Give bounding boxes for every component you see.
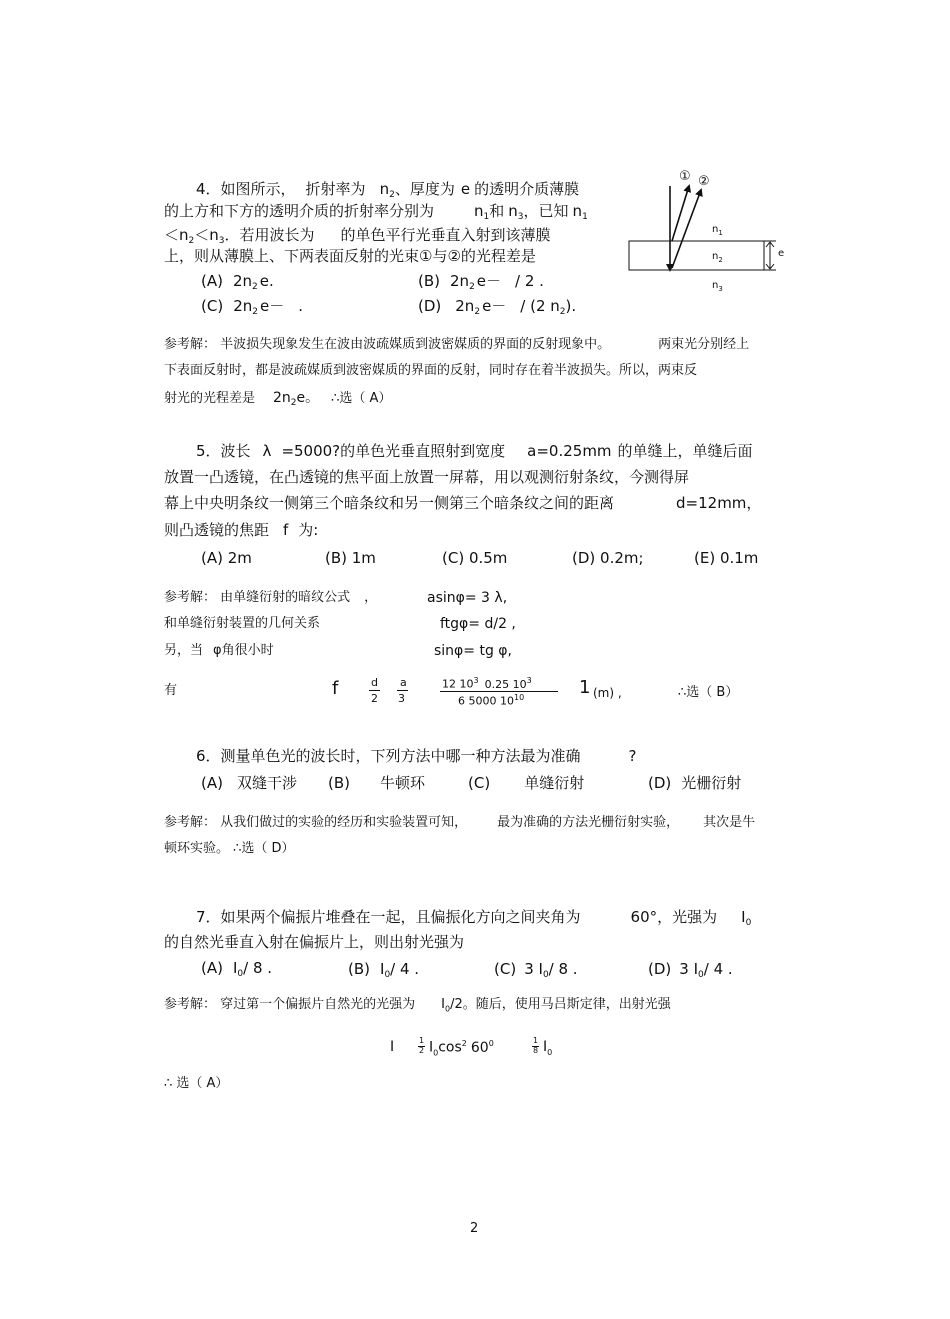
q5-line4 — [164, 523, 318, 538]
option-text: 牛顿环 — [380, 774, 426, 792]
option-text: 2n — [232, 272, 253, 290]
q4-sub: 1 — [582, 212, 588, 222]
eq-text: I — [429, 1039, 434, 1056]
q5-var: d=12mm， — [676, 494, 762, 512]
q4-answer-line2: 下表面反射时，都是波疏媒质到波密媒质的界面的反射，同时存在着半波损失。所以，两束反 — [164, 363, 698, 378]
q5-unit: (m) , — [593, 686, 622, 700]
eq-text: 60 — [470, 1039, 489, 1056]
option-text: I — [380, 960, 385, 978]
q5-text: 幕上中央明条纹一侧第三个暗条纹和另一侧第三个暗条纹之间的距离 — [164, 494, 615, 512]
option-label: (D) — [648, 960, 672, 978]
q6-option-b — [328, 776, 425, 791]
q7-var: I — [741, 908, 746, 926]
q6-answer-line1 — [164, 816, 755, 829]
q4-text: 折射率为 — [305, 180, 366, 198]
answer-text: 两束光分别经上 — [658, 337, 750, 352]
eq-sup: 0 — [488, 1039, 494, 1048]
answer-var: I — [441, 997, 445, 1012]
option-text: e. — [259, 272, 274, 290]
q5-text: 5．波长 — [196, 442, 251, 460]
q5-option-d: (D) 0.2m; — [572, 549, 644, 567]
film-layer — [629, 241, 764, 270]
q5-frac-line3 — [440, 691, 558, 692]
option-sub: 2 — [252, 307, 258, 317]
option-label: (C) — [468, 774, 491, 792]
q7-eq-eighth-den: 8 — [533, 1046, 539, 1055]
q5-numerator — [442, 677, 532, 690]
answer-choice: ∴选（ A） — [331, 391, 392, 406]
q7-answer-line1 — [164, 998, 671, 1014]
q7-line2: 的自然光垂直入射在偏振片上，则出射光强为 — [164, 933, 465, 951]
eq-text: cos — [438, 1039, 462, 1056]
option-text: 2n — [450, 272, 470, 290]
answer-expr: 2n — [273, 390, 291, 406]
answer-text: 其次是牛 — [703, 815, 756, 830]
q5-text: 为: — [298, 521, 319, 539]
option-text: . — [298, 297, 303, 315]
option-text: 双缝干涉 — [236, 774, 297, 792]
option-label: (C) — [494, 960, 517, 978]
q5-denominator — [458, 694, 524, 707]
q5-answer-line3 — [164, 644, 274, 657]
option-label: (A) — [201, 272, 223, 290]
q5-option-a: (A) 2m — [201, 549, 252, 567]
q5-frac-d: d — [371, 676, 378, 689]
q7-line1 — [196, 910, 751, 928]
option-text: 光栅衍射 — [681, 774, 742, 792]
q4-answer-line1 — [164, 338, 749, 351]
q6-text: ? — [628, 747, 637, 765]
q7-eq-main — [429, 1040, 494, 1057]
option-sub: 2 — [474, 307, 481, 317]
eq-sup: 2 — [461, 1039, 467, 1048]
eq-sub: 0 — [433, 1048, 439, 1058]
option-label: (D) — [418, 297, 442, 315]
q6-option-d — [648, 776, 741, 791]
answer-text: ， — [364, 590, 378, 605]
page-number: 2 — [470, 1221, 479, 1236]
q5-var: f — [283, 521, 289, 539]
q6-line1 — [196, 749, 637, 764]
q5-var: λ — [262, 442, 272, 460]
q5-frac-a: a — [400, 676, 407, 689]
q7-option-a — [201, 961, 272, 979]
option-sub: 0 — [542, 970, 549, 980]
q5-answer-line1 — [164, 591, 377, 604]
q5-frac-line2 — [397, 690, 408, 691]
q5-answer-line4-label: 有 — [164, 683, 178, 698]
answer-text: 参考解： 由单缝衍射的暗纹公式 — [164, 590, 351, 605]
q7-eq-I: I — [390, 1039, 395, 1055]
answer-sub: 2 — [290, 398, 297, 408]
q5-line2: 放置一凸透镜，在凸透镜的焦平面上放置一屏幕，用以观测衍射条纹，今测得屏 — [164, 468, 690, 486]
ray-label-1: ① — [679, 169, 691, 184]
den-exp: 10 — [513, 693, 525, 702]
q4-number: 4．如图所示， — [196, 180, 296, 198]
option-sub: 0 — [237, 969, 244, 979]
label-n: n — [712, 280, 719, 291]
q4-text: ．若用波长为 — [224, 226, 315, 244]
q5-line3 — [164, 496, 761, 511]
q5-result: 1 — [579, 677, 591, 698]
q4-var: n — [508, 202, 518, 220]
q7-eq-half-num: 1 — [419, 1036, 425, 1045]
q4-sub: 1 — [483, 212, 490, 222]
q7-option-c — [494, 962, 578, 980]
q7-option-d — [648, 962, 733, 980]
option-text: e－ — [482, 297, 507, 315]
option-label: (A) — [201, 774, 223, 792]
option-label: (B) — [418, 272, 440, 290]
option-text: / 8 . — [243, 959, 273, 977]
q4-var: n — [572, 202, 583, 220]
answer-text: 参考解： 穿过第一个偏振片自然光的光强为 — [164, 997, 416, 1012]
ray-label-2: ② — [698, 174, 710, 189]
q7-text: 7．如果两个偏振片堆叠在一起，且偏振化方向之间夹角为 — [196, 908, 581, 926]
q4-var: ＜n — [164, 226, 189, 244]
option-text: / 4 . — [703, 960, 733, 978]
label-n3 — [712, 281, 723, 293]
q5-choice: ∴选（ B） — [678, 685, 739, 700]
option-text: 2n — [233, 297, 253, 315]
q5-text: 则凸透镜的焦距 — [164, 521, 270, 539]
option-sub: 0 — [384, 970, 391, 980]
option-sub: 2 — [469, 282, 475, 292]
q5-eq1: asinφ= 3 λ, — [427, 590, 508, 606]
q5-frac-3: 3 — [398, 692, 405, 705]
option-text: / 4 . — [390, 960, 420, 978]
option-text: e－ — [476, 272, 502, 290]
q4-sub: 3 — [517, 212, 524, 222]
q4-sub: 2 — [188, 236, 195, 246]
q5-line1 — [196, 444, 753, 459]
q4-text: 的上方和下方的透明介质的折射率分别为 — [164, 202, 435, 220]
label-sub: 3 — [718, 285, 723, 293]
label-n2 — [712, 252, 723, 264]
q5-f: f — [332, 678, 339, 699]
answer-text: 另，当 — [164, 643, 204, 658]
option-sub: 0 — [698, 970, 704, 980]
q6-option-a — [201, 776, 297, 791]
label-e: e — [778, 248, 785, 259]
q7-option-b — [348, 962, 419, 980]
option-text: 单缝衍射 — [524, 774, 585, 792]
den-text: 6 5000 10 — [458, 694, 514, 708]
q5-frac-line1 — [369, 690, 380, 691]
option-text: 2n — [455, 297, 475, 315]
q5-text: =5000?的单色光垂直照射到宽度 — [281, 442, 506, 460]
answer-text: 参考解： 从我们做过的实验的经历和实验装置可知， — [164, 815, 468, 830]
option-text: 3 I — [524, 960, 543, 978]
q7-eq-result — [543, 1040, 552, 1057]
answer-text: /2。随后，使用马吕斯定律，出射光强 — [450, 997, 671, 1012]
q4-text: 、厚度为 — [394, 180, 455, 198]
q4-text: ，已知 — [523, 202, 569, 220]
q4-answer-line3 — [164, 391, 391, 408]
eq-sub: 0 — [547, 1047, 553, 1057]
label-n: n — [712, 224, 719, 235]
label-n: n — [712, 251, 719, 262]
num-exp: 3 — [473, 676, 479, 685]
q4-text: 的单色平行光垂直入射到该薄膜 — [340, 226, 551, 244]
num-text: 0.25 10 — [484, 677, 527, 691]
q6-text: 6．测量单色光的波长时，下列方法中哪一种方法最为准确 — [196, 747, 581, 765]
answer-text: φ角很小时 — [213, 643, 274, 658]
q6-answer-line2: 顿环实验。 ∴选（ D） — [164, 841, 295, 856]
option-text: ). — [565, 297, 577, 315]
q7-sub: 0 — [745, 918, 752, 928]
q4-line4: 上，则从薄膜上、下两表面反射的光束①与②的光程差是 — [164, 247, 536, 265]
option-text: / 8 . — [548, 960, 578, 978]
q7-eq-half-den: 2 — [419, 1046, 425, 1055]
num-exp: 3 — [526, 676, 532, 685]
option-label: (C) — [201, 297, 224, 315]
option-text: 3 I — [679, 960, 699, 978]
num-text: 12 10 — [442, 677, 474, 691]
q5-frac-2: 2 — [371, 692, 378, 705]
option-text: / (2 n — [520, 297, 560, 315]
q7-text: 60°，光强为 — [630, 908, 718, 926]
label-n1 — [712, 225, 723, 237]
q7-choice: ∴ 选（ A） — [164, 1076, 229, 1091]
reflected-ray-1 — [672, 186, 689, 241]
option-text: e－ — [259, 297, 285, 315]
label-sub: 1 — [718, 229, 723, 237]
q5-option-b: (B) 1m — [325, 549, 376, 567]
answer-sub: 0 — [444, 1004, 451, 1014]
q4-var: n — [474, 202, 484, 220]
option-label: (A) — [201, 959, 223, 977]
label-sub: 2 — [718, 256, 723, 264]
answer-text: 射光的光程差是 — [164, 391, 256, 406]
q4-sub: 3 — [218, 236, 225, 246]
option-label: (B) — [328, 774, 350, 792]
eq-text: I — [543, 1039, 548, 1055]
answer-text: 参考解： 半波损失现象发生在波由波疏媒质到波密媒质的界面的反射现象中。 — [164, 337, 611, 352]
q6-option-c — [468, 776, 584, 791]
option-sub: 2 — [252, 282, 258, 292]
q7-eq-eighth-num: 1 — [533, 1036, 539, 1045]
option-label: (D) — [648, 774, 672, 792]
answer-expr: e。 — [296, 390, 320, 406]
q4-var: ＜n — [194, 226, 219, 244]
q4-var: n — [379, 180, 390, 198]
q5-eq2: ftgφ= d/2 , — [440, 616, 516, 632]
q4-sub: 2 — [389, 190, 395, 200]
option-text: I — [232, 959, 238, 977]
q4-text: 和 — [489, 202, 505, 220]
q5-text: 的单缝上，单缝后面 — [617, 442, 753, 460]
option-text: / 2 . — [515, 272, 544, 290]
q5-answer-line2: 和单缝衍射装置的几何关系 — [164, 616, 321, 631]
q5-var: a=0.25mm — [527, 442, 612, 460]
q5-option-c: (C) 0.5m — [442, 549, 508, 567]
answer-text: 最为准确的方法光栅衍射实验， — [497, 815, 680, 830]
q4-var: e — [460, 180, 471, 198]
q5-eq3: sinφ= tg φ, — [434, 643, 512, 659]
q4-text: 的透明介质薄膜 — [474, 180, 580, 198]
q5-option-e: (E) 0.1m — [694, 549, 759, 567]
option-label: (B) — [348, 960, 370, 978]
option-sub: 2 — [559, 307, 566, 317]
